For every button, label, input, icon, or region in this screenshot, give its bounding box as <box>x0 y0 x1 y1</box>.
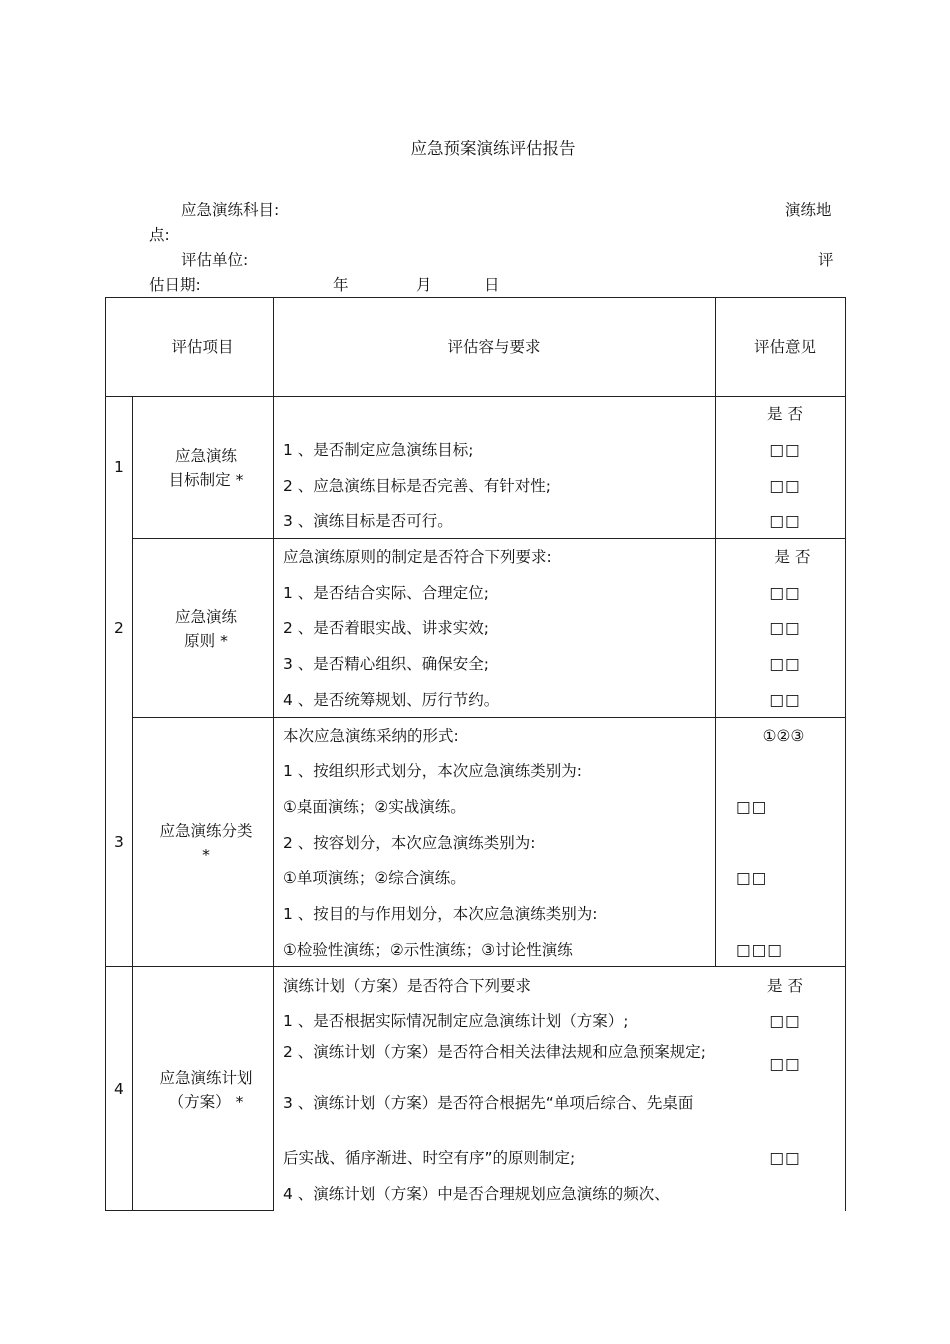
section-name-line: （方案） * <box>168 1093 244 1111</box>
header-opinion: 评估意见 <box>753 338 816 356</box>
requirement-text: 应急演练原则的制定是否符合下列要求: <box>283 548 552 566</box>
section-number: 2 <box>114 619 124 637</box>
requirement-text: 1 、是否根据实际情况制定应急演练计划（方案）; <box>283 1012 629 1030</box>
opinion-checkboxes[interactable]: □□ <box>769 1055 801 1073</box>
opinion-yes-no: 是 否 <box>767 977 803 995</box>
opinion-checkboxes[interactable]: □□ <box>736 869 768 887</box>
requirement-text: 1 、按组织形式划分，本次应急演练类别为: <box>283 762 583 780</box>
location-label-cont: 点: <box>149 226 170 244</box>
section-number: 1 <box>114 458 124 476</box>
opinion-checkboxes[interactable]: □□ <box>769 512 801 530</box>
requirement-text: ①检验性演练；②示性演练；③讨论性演练 <box>283 941 573 959</box>
document-title: 应急预案演练评估报告 <box>410 139 576 158</box>
requirement-text: 2 、是否着眼实战、讲求实效; <box>283 619 490 637</box>
requirement-text: 1 、是否制定应急演练目标; <box>283 441 474 459</box>
row-divider <box>132 717 846 718</box>
requirement-text: 演练计划（方案）是否符合下列要求 <box>283 977 532 995</box>
section-number: 4 <box>114 1080 124 1098</box>
requirement-text: 2 、演练计划（方案）是否符合相关法律法规和应急预案规定; <box>283 1043 707 1061</box>
section-name-line: 应急演练分类 <box>159 822 253 840</box>
header-item: 评估项目 <box>171 338 234 356</box>
requirement-text: 3 、演练目标是否可行。 <box>283 512 453 530</box>
date-label-cont: 估日期: <box>149 276 201 294</box>
requirement-text: 2 、应急演练目标是否完善、有针对性; <box>283 477 552 495</box>
unit-label: 评估单位: <box>181 251 249 269</box>
date-label: 评 <box>818 251 834 269</box>
section-name-line: 原则 * <box>184 632 228 650</box>
section-name-line: 应急演练 <box>174 447 237 465</box>
opinion-checkboxes[interactable]: □□ <box>769 441 801 459</box>
section-name-line: 应急演练 <box>174 608 237 626</box>
opinion-options: ①②③ <box>762 727 805 745</box>
day-label: 日 <box>484 276 500 294</box>
header-divider <box>105 396 846 397</box>
table-border-top <box>105 297 846 298</box>
section-name <box>132 1066 280 1114</box>
section-number: 3 <box>114 833 124 851</box>
requirement-text: ①单项演练；②综合演练。 <box>283 869 466 887</box>
year-label: 年 <box>333 276 349 294</box>
requirement-text: 本次应急演练采纳的形式: <box>283 727 459 745</box>
opinion-checkboxes[interactable]: □□ <box>736 798 768 816</box>
table-border-left <box>105 297 106 1211</box>
requirement-text: 3 、演练计划（方案）是否符合根据先“单项后综合、先桌面 <box>283 1094 694 1112</box>
section-name <box>132 819 280 867</box>
requirement-text: 4 、演练计划（方案）中是否合理规划应急演练的频次、 <box>283 1185 670 1203</box>
section-name <box>132 444 280 492</box>
requirement-text: 3 、是否精心组织、确保安全; <box>283 655 490 673</box>
opinion-checkboxes[interactable]: □□ <box>769 619 801 637</box>
requirement-text: 4 、是否统筹规划、厉行节约。 <box>283 691 500 709</box>
requirement-text: ①桌面演练；②实战演练。 <box>283 798 466 816</box>
row-divider <box>132 538 846 539</box>
requirement-text: 后实战、循序渐进、时空有序”的原则制定; <box>283 1149 576 1167</box>
section-name-line: 目标制定 * <box>168 471 244 489</box>
opinion-checkboxes[interactable]: □□ <box>769 655 801 673</box>
requirement-text: 1 、是否结合实际、合理定位; <box>283 584 490 602</box>
opinion-yes-no: 是 否 <box>774 548 811 566</box>
requirement-text: 1 、按目的与作用划分，本次应急演练类别为: <box>283 905 598 923</box>
table-border-bottom <box>105 1210 273 1211</box>
opinion-checkboxes[interactable]: □□ <box>769 477 801 495</box>
table-border-right <box>845 297 846 1211</box>
opinion-checkboxes[interactable]: □□ <box>769 1012 801 1030</box>
opinion-yes-no: 是 否 <box>767 405 803 423</box>
location-label: 演练地 <box>785 201 832 219</box>
section-name <box>132 605 280 653</box>
opinion-checkboxes[interactable]: □□□ <box>736 941 783 959</box>
opinion-checkboxes[interactable]: □□ <box>769 1149 801 1167</box>
section-name-line: 应急演练计划 <box>159 1069 253 1087</box>
row-divider <box>105 966 846 967</box>
subject-label: 应急演练科目: <box>181 201 280 219</box>
month-label: 月 <box>416 276 432 294</box>
opinion-checkboxes[interactable]: □□ <box>769 691 801 709</box>
opinion-checkboxes[interactable]: □□ <box>769 584 801 602</box>
section-name-line: * <box>202 846 210 864</box>
header-content: 评估容与要求 <box>447 338 541 356</box>
requirement-text: 2 、按容划分，本次应急演练类别为: <box>283 834 536 852</box>
